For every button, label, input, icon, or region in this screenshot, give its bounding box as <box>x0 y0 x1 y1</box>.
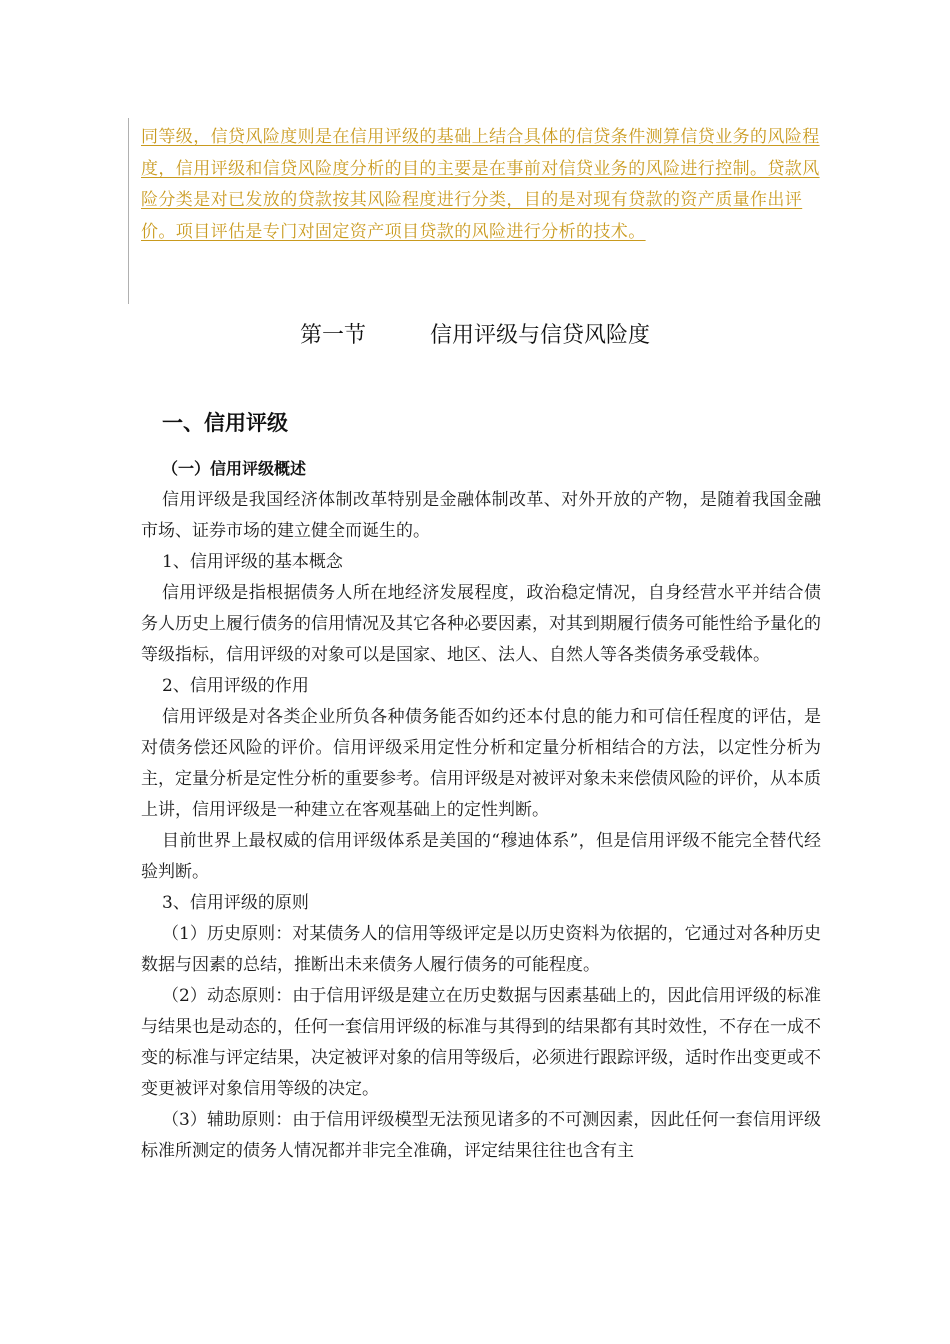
section-title <box>0 318 950 354</box>
revision-change-bar <box>128 118 129 304</box>
list-item: （2）动态原则：由于信用评级是建立在历史数据与因素基础上的，因此信用评级的标准与结果也是动态的，任何一套信用评级的标准与其得到的结果都有其时效性，不存在一成不变的标准与评定结果，决定被评对象的信用等级后，必须进行跟踪评级，适时作出变更或不变更被评对象信用等级的决定。 <box>141 986 821 1099</box>
paragraph: 目前世界上最权威的信用评级体系是美国的“穆迪体系”，但是信用评级不能完全替代经验判断。 <box>141 831 821 882</box>
paragraph: 信用评级是我国经济体制改革特别是金融体制改革、对外开放的产物，是随着我国金融市场、证券市场的建立健全而诞生的。 <box>141 490 821 541</box>
subheading: 3、信用评级的原则 <box>162 893 309 913</box>
list-item: （1）历史原则：对某债务人的信用等级评定是以历史资料为依据的，它通过对各种历史数据与因素的总结，推断出未来债务人履行债务的可能程度。 <box>141 924 821 975</box>
heading-level-2: （一）信用评级概述 <box>162 459 307 478</box>
subheading: 1、信用评级的基本概念 <box>162 552 343 572</box>
paragraph: 信用评级是对各类企业所负各种债务能否如约还本付息的能力和可信任程度的评估，是对债务偿还风险的评价。信用评级采用定性分析和定量分析相结合的方法，以定性分析为主，定量分析是定性分析的重要参考。信用评级是对被评对象未来偿债风险的评价，从本质上讲，信用评级是一种建立在客观基础上的定性判断。 <box>141 707 821 820</box>
heading-level-1: 一、信用评级 <box>162 411 288 435</box>
list-item: （3）辅助原则：由于信用评级模型无法预见诸多的不可测因素，因此任何一套信用评级标准所测定的债务人情况都并非完全准确，评定结果往往也含有主 <box>141 1110 821 1161</box>
section-title-text: 信用评级与信贷风险度 <box>430 323 651 348</box>
body-text <box>141 485 821 1167</box>
subheading: 2、信用评级的作用 <box>162 676 309 696</box>
paragraph: 信用评级是指根据债务人所在地经济发展程度，政治稳定情况，自身经营水平并结合债务人历史上履行债务的信用情况及其它各种必要因素，对其到期履行债务可能性给予量化的等级指标，信用评级的对象可以是国家、地区、法人、自然人等各类债务承受载体。 <box>141 583 821 665</box>
section-number: 第一节 <box>299 323 366 348</box>
tracked-insertion-text: 同等级，信贷风险度则是在信用评级的基础上结合具体的信贷条件测算信贷业务的风险程度，信用评级和信贷风险度分析的目的主要是在事前对信贷业务的风险进行控制。贷款风险分类是对已发放的贷款按其风险程度进行分类，目的是对现有贷款的资产质量作出评价。项目评估是专门对固定资产项目贷款的风险进行分析的技术。 <box>141 127 820 242</box>
